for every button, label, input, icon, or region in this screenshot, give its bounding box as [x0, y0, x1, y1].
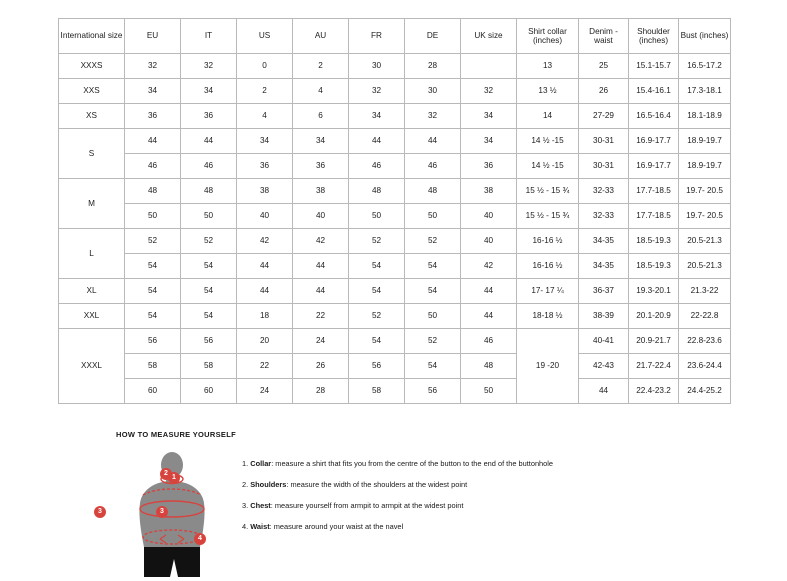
cell-eu: 56 — [125, 329, 181, 354]
cell-bust: 19.7- 20.5 — [679, 204, 731, 229]
cell-us: 38 — [237, 179, 293, 204]
cell-uk: 46 — [461, 329, 517, 354]
cell-it: 54 — [181, 304, 237, 329]
cell-de: 44 — [405, 129, 461, 154]
cell-it: 46 — [181, 154, 237, 179]
cell-eu: 60 — [125, 379, 181, 404]
cell-uk: 48 — [461, 354, 517, 379]
column-header-shirt-collar: Shirt collar (inches) — [517, 19, 579, 54]
cell-denim: 34-35 — [579, 254, 629, 279]
item-label: Waist — [250, 521, 270, 531]
header-row — [59, 19, 731, 54]
cell-de: 50 — [405, 204, 461, 229]
cell-au: 42 — [293, 229, 349, 254]
cell-denim: 26 — [579, 79, 629, 104]
cell-collar: 16-16 ½ — [517, 229, 579, 254]
cell-denim: 27-29 — [579, 104, 629, 129]
cell-uk: 34 — [461, 129, 517, 154]
cell-us: 22 — [237, 354, 293, 379]
cell-fr: 52 — [349, 229, 405, 254]
list-item: 1. Collar: measure a shirt that fits you from the centre of the button to the end of the buttonhole — [242, 459, 554, 468]
marker-3-left-callout: 3 — [94, 506, 106, 518]
item-text: : measure around your waist at the navel — [269, 521, 404, 531]
item-number: 3 — [242, 500, 247, 510]
cell-collar: 18-18 ½ — [517, 304, 579, 329]
cell-eu: 32 — [125, 54, 181, 79]
column-header-eu: EU — [125, 19, 181, 54]
cell-denim: 44 — [579, 379, 629, 404]
torso-figure-icon — [116, 451, 236, 581]
cell-us: 42 — [237, 229, 293, 254]
column-header-bust: Bust (inches) — [679, 19, 731, 54]
list-item: 3. Chest: measure yourself from armpit to armpit at the widest point — [242, 500, 464, 510]
cell-eu: 50 — [125, 204, 181, 229]
cell-it: 60 — [181, 379, 237, 404]
cell-it: 32 — [181, 54, 237, 79]
cell-uk: 50 — [461, 379, 517, 404]
table-row — [59, 79, 731, 104]
cell-au: 24 — [293, 329, 349, 354]
item-text: : measure the width of the shoulders at the widest point — [286, 479, 468, 489]
cell-eu: 48 — [125, 179, 181, 204]
cell-de: 32 — [405, 104, 461, 129]
cell-shoulder: 15.1-15.7 — [629, 54, 679, 79]
column-header-us: US — [237, 19, 293, 54]
cell-de: 30 — [405, 79, 461, 104]
cell-it: 56 — [181, 329, 237, 354]
cell-de: 54 — [405, 354, 461, 379]
cell-bust: 16.5-17.2 — [679, 54, 731, 79]
size-label: XXXS — [59, 54, 125, 79]
cell-de: 54 — [405, 279, 461, 304]
marker-1-collar: 1 — [168, 472, 180, 484]
column-header-de: DE — [405, 19, 461, 54]
cell-de: 48 — [405, 179, 461, 204]
cell-fr: 34 — [349, 104, 405, 129]
marker-3-chest: 3 — [156, 506, 168, 518]
size-label: XXXL — [59, 329, 125, 404]
cell-de: 28 — [405, 54, 461, 79]
table-row — [59, 379, 731, 404]
cell-us: 34 — [237, 129, 293, 154]
item-label: Collar — [250, 459, 272, 468]
cell-denim: 42-43 — [579, 354, 629, 379]
cell-denim: 32-33 — [579, 179, 629, 204]
cell-eu: 54 — [125, 254, 181, 279]
cell-de: 54 — [405, 254, 461, 279]
cell-bust: 22-22.8 — [679, 304, 731, 329]
cell-bust: 20.5-21.3 — [679, 229, 731, 254]
cell-shoulder: 16.5-16.4 — [629, 104, 679, 129]
table-row — [59, 179, 731, 204]
cell-eu: 58 — [125, 354, 181, 379]
cell-eu: 46 — [125, 154, 181, 179]
cell-denim: 25 — [579, 54, 629, 79]
cell-bust: 24.4-25.2 — [679, 379, 731, 404]
cell-uk: 42 — [461, 254, 517, 279]
cell-us: 24 — [237, 379, 293, 404]
cell-fr: 30 — [349, 54, 405, 79]
cell-us: 36 — [237, 154, 293, 179]
cell-de: 56 — [405, 379, 461, 404]
cell-denim: 30-31 — [579, 129, 629, 154]
cell-it: 48 — [181, 179, 237, 204]
cell-au: 38 — [293, 179, 349, 204]
cell-eu: 36 — [125, 104, 181, 129]
cell-au: 26 — [293, 354, 349, 379]
table-row — [59, 54, 731, 79]
size-label: L — [59, 229, 125, 279]
table-row — [59, 354, 731, 379]
cell-it: 50 — [181, 204, 237, 229]
cell-shoulder: 17.7-18.5 — [629, 204, 679, 229]
cell-eu: 52 — [125, 229, 181, 254]
item-text: : measure a shirt that fits you from the centre of the button to the end of the buttonhole — [271, 459, 554, 468]
cell-bust: 23.6-24.4 — [679, 354, 731, 379]
size-label: XXS — [59, 79, 125, 104]
cell-us: 4 — [237, 104, 293, 129]
cell-bust: 21.3-22 — [679, 279, 731, 304]
cell-us: 40 — [237, 204, 293, 229]
body-figure-illustration — [98, 451, 236, 581]
cell-collar: 13 ½ — [517, 79, 579, 104]
size-label: XL — [59, 279, 125, 304]
cell-bust: 19.7- 20.5 — [679, 179, 731, 204]
cell-au: 2 — [293, 54, 349, 79]
item-number: 4 — [242, 521, 247, 531]
cell-uk — [461, 54, 517, 79]
cell-au: 36 — [293, 154, 349, 179]
column-header-au: AU — [293, 19, 349, 54]
item-label: Shoulders — [250, 479, 287, 489]
item-number: 2 — [242, 479, 247, 489]
item-number: 1 — [242, 459, 247, 468]
table-row — [59, 279, 731, 304]
cell-collar: 14 ½ -15 — [517, 154, 579, 179]
cell-bust: 18.9-19.7 — [679, 154, 731, 179]
cell-uk: 40 — [461, 229, 517, 254]
cell-bust: 18.1-18.9 — [679, 104, 731, 129]
table-row — [59, 254, 731, 279]
cell-us: 18 — [237, 304, 293, 329]
cell-us: 0 — [237, 54, 293, 79]
cell-de: 52 — [405, 229, 461, 254]
cell-shoulder: 18.5-19.3 — [629, 229, 679, 254]
cell-eu: 44 — [125, 129, 181, 154]
cell-denim: 34-35 — [579, 229, 629, 254]
cell-it: 36 — [181, 104, 237, 129]
cell-denim: 38-39 — [579, 304, 629, 329]
cell-collar: 16-16 ½ — [517, 254, 579, 279]
cell-shoulder: 21.7-22.4 — [629, 354, 679, 379]
table-header — [59, 19, 731, 54]
cell-collar: 17- 17 ¼ — [517, 279, 579, 304]
size-chart-table — [58, 18, 731, 404]
cell-au: 44 — [293, 254, 349, 279]
cell-collar: 14 — [517, 104, 579, 129]
table-row — [59, 129, 731, 154]
cell-fr: 54 — [349, 279, 405, 304]
cell-shoulder: 16.9-17.7 — [629, 154, 679, 179]
cell-au: 28 — [293, 379, 349, 404]
cell-fr: 44 — [349, 129, 405, 154]
column-header-fr: FR — [349, 19, 405, 54]
column-header-international-size: International size — [59, 19, 125, 54]
cell-de: 50 — [405, 304, 461, 329]
cell-au: 34 — [293, 129, 349, 154]
cell-eu: 54 — [125, 304, 181, 329]
cell-fr: 54 — [349, 254, 405, 279]
cell-fr: 50 — [349, 204, 405, 229]
how-to-measure-section — [98, 430, 736, 581]
cell-collar: 15 ½ - 15 ¾ — [517, 179, 579, 204]
cell-uk: 36 — [461, 154, 517, 179]
cell-denim: 36-37 — [579, 279, 629, 304]
column-header-denim-waist: Denim - waist — [579, 19, 629, 54]
cell-au: 40 — [293, 204, 349, 229]
cell-eu: 54 — [125, 279, 181, 304]
cell-bust: 17.3-18.1 — [679, 79, 731, 104]
table-row — [59, 204, 731, 229]
cell-it: 44 — [181, 129, 237, 154]
table-row — [59, 229, 731, 254]
cell-bust: 20.5-21.3 — [679, 254, 731, 279]
cell-de: 52 — [405, 329, 461, 354]
size-label: S — [59, 129, 125, 179]
cell-us: 44 — [237, 254, 293, 279]
cell-it: 34 — [181, 79, 237, 104]
cell-fr: 32 — [349, 79, 405, 104]
cell-uk: 40 — [461, 204, 517, 229]
cell-denim: 30-31 — [579, 154, 629, 179]
marker-4-waist: 4 — [194, 533, 206, 545]
size-label: XXL — [59, 304, 125, 329]
cell-denim: 40-41 — [579, 329, 629, 354]
cell-fr: 52 — [349, 304, 405, 329]
how-to-measure-title: HOW TO MEASURE YOURSELF — [116, 430, 236, 439]
marker-2-shoulders: 2 — [160, 468, 172, 480]
cell-collar: 19 -20 — [517, 329, 579, 404]
cell-au: 6 — [293, 104, 349, 129]
cell-collar: 14 ½ -15 — [517, 129, 579, 154]
table-row — [59, 104, 731, 129]
measure-instructions-list — [236, 451, 553, 543]
cell-uk: 34 — [461, 104, 517, 129]
cell-shoulder: 18.5-19.3 — [629, 254, 679, 279]
cell-denim: 32-33 — [579, 204, 629, 229]
cell-eu: 34 — [125, 79, 181, 104]
list-item: 2. Shoulders: measure the width of the shoulders at the widest point — [242, 479, 468, 489]
size-label: XS — [59, 104, 125, 129]
cell-uk: 38 — [461, 179, 517, 204]
table-body — [59, 54, 731, 404]
table-row — [59, 154, 731, 179]
cell-fr: 58 — [349, 379, 405, 404]
cell-collar: 15 ½ - 15 ¾ — [517, 204, 579, 229]
how-to-measure-body — [98, 451, 736, 581]
cell-shoulder: 20.9-21.7 — [629, 329, 679, 354]
cell-it: 54 — [181, 279, 237, 304]
cell-au: 44 — [293, 279, 349, 304]
cell-fr: 46 — [349, 154, 405, 179]
size-chart-container — [58, 18, 730, 404]
cell-de: 46 — [405, 154, 461, 179]
cell-shoulder: 19.3-20.1 — [629, 279, 679, 304]
cell-collar: 13 — [517, 54, 579, 79]
cell-it: 54 — [181, 254, 237, 279]
column-header-uk-size: UK size — [461, 19, 517, 54]
cell-shoulder: 16.9-17.7 — [629, 129, 679, 154]
cell-fr: 48 — [349, 179, 405, 204]
size-label: M — [59, 179, 125, 229]
list-item: 4. Waist: measure around your waist at the navel — [242, 521, 404, 531]
cell-us: 2 — [237, 79, 293, 104]
cell-us: 20 — [237, 329, 293, 354]
cell-au: 22 — [293, 304, 349, 329]
cell-shoulder: 17.7-18.5 — [629, 179, 679, 204]
cell-us: 44 — [237, 279, 293, 304]
cell-uk: 32 — [461, 79, 517, 104]
cell-shoulder: 15.4-16.1 — [629, 79, 679, 104]
cell-shoulder: 22.4-23.2 — [629, 379, 679, 404]
table-row — [59, 329, 731, 354]
column-header-it: IT — [181, 19, 237, 54]
cell-fr: 54 — [349, 329, 405, 354]
cell-it: 52 — [181, 229, 237, 254]
cell-fr: 56 — [349, 354, 405, 379]
cell-au: 4 — [293, 79, 349, 104]
cell-uk: 44 — [461, 304, 517, 329]
cell-uk: 44 — [461, 279, 517, 304]
table-row — [59, 304, 731, 329]
cell-it: 58 — [181, 354, 237, 379]
item-text: : measure yourself from armpit to armpit at the widest point — [270, 500, 464, 510]
cell-bust: 22.8-23.6 — [679, 329, 731, 354]
cell-bust: 18.9-19.7 — [679, 129, 731, 154]
item-label: Chest — [250, 500, 271, 510]
cell-shoulder: 20.1-20.9 — [629, 304, 679, 329]
column-header-shoulder: Shoulder (inches) — [629, 19, 679, 54]
